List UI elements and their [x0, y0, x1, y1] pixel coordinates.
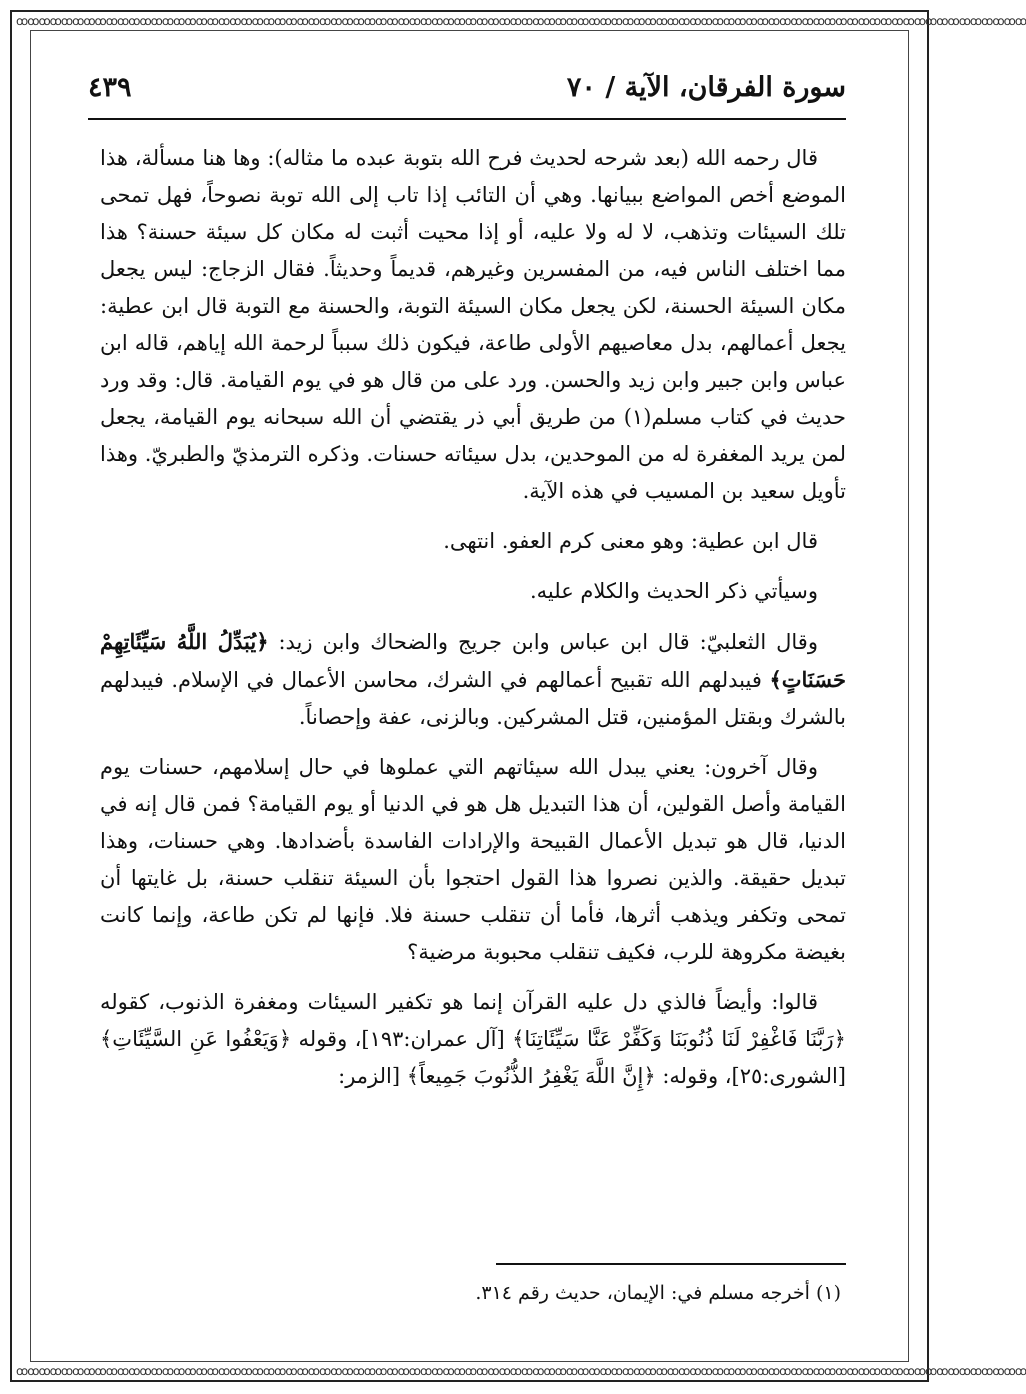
- border-ornament-top: ꝏꝏꝏꝏꝏꝏꝏꝏꝏꝏꝏꝏꝏꝏꝏꝏꝏꝏꝏꝏꝏꝏꝏꝏꝏꝏꝏꝏꝏꝏꝏꝏꝏꝏꝏꝏꝏꝏꝏꝏꝏꝏꝏꝏꝏꝏꝏꝏꝏꝏꝏꝏꝏꝏꝏꝏꝏꝏꝏꝏꝏꝏꝏꝏꝏꝏꝏꝏꝏꝏꝏꝏꝏꝏꝏꝏꝏꝏꝏꝏꝏꝏꝏꝏꝏꝏꝏꝏꝏꝏ: [16, 14, 1026, 28]
- quran-quote: ﴿إِنَّ اللَّهَ يَغْفِرُ الذُّنُوبَ جَمِيعاً﴾: [406, 1064, 656, 1088]
- paragraph: وقال آخرون: يعني يبدل الله سيئاتهم التي عملوها في حال إسلامهم، حسنات يوم القيامة وأصل القولين، أن هذا التبديل هل هو في الدنيا أو يوم القيامة؟ فمن قال إنه في الدنيا، قال هو تبديل الأعمال القبيحة والإرادات الفاسدة بأضدادها. وهي حسنات، وهذا تبديل حقيقة. والذين نصروا هذا القول احتجوا بأن السيئة تنقلب حسنة، بل غايتها أن تمحى وتكفر ويذهب أثرها، فأما أن تنقلب حسنة فلا. فإنها لم تكن طاعة، وإنما كانت بغيضة مكروهة للرب، فكيف تنقلب محبوبة مرضية؟: [100, 755, 846, 964]
- paragraph-text: فيبدلهم الله تقبيح أعمالهم في الشرك، محاسن الأعمال في الإسلام. فيبدلهم بالشرك وبقتل المؤمنين، قتل المشركين. وبالزنى، عفة وإحصاناً.: [100, 668, 846, 729]
- border-ornament-bottom: ꝏꝏꝏꝏꝏꝏꝏꝏꝏꝏꝏꝏꝏꝏꝏꝏꝏꝏꝏꝏꝏꝏꝏꝏꝏꝏꝏꝏꝏꝏꝏꝏꝏꝏꝏꝏꝏꝏꝏꝏꝏꝏꝏꝏꝏꝏꝏꝏꝏꝏꝏꝏꝏꝏꝏꝏꝏꝏꝏꝏꝏꝏꝏꝏꝏꝏꝏꝏꝏꝏꝏꝏꝏꝏꝏꝏꝏꝏꝏꝏꝏꝏꝏꝏꝏꝏꝏꝏꝏꝏ: [16, 1364, 1026, 1378]
- paragraph-text: وقال الثعلبيّ: قال ابن عباس وابن جريج والضحاك وابن زيد:: [278, 630, 818, 654]
- footnote: (١) أخرجه مسلم في: الإيمان، حديث رقم ٣١٤.: [475, 1282, 841, 1304]
- paragraph-thalabi: [100, 623, 846, 736]
- citation: [الشورى:٢٥]، وقوله:: [662, 1064, 846, 1088]
- footnote-divider: [496, 1263, 846, 1265]
- main-text: [100, 140, 846, 1095]
- paragraph: قال ابن عطية: وهو معنى كرم العفو. انتهى.: [443, 529, 818, 553]
- quran-quote: ﴿يُبَدِّلُ اللَّهُ سَيِّئَاتِهِمْ حَسَنَاتٍ﴾: [100, 629, 846, 692]
- paragraph: قال رحمه الله (بعد شرحه لحديث فرح الله بتوبة عبده ما مثاله): وها هنا مسألة، هذا الموضع أخص المواضع ببيانها. وهي أن التائب إذا تاب إلى الله توبة نصوحاً، فهل تمحى تلك السيئات وتذهب، لا له ولا عليه، أو إذا محيت أثبت له مكان كل سيئة حسنة؟ هذا مما اختلف الناس فيه، من المفسرين وغيرهم، قديماً وحديثاً. فقال الزجاج: ليس يجعل مكان السيئة الحسنة، لكن يجعل مكان السيئة التوبة، والحسنة مع التوبة قال ابن عطية: يجعل أعمالهم، بدل معاصيهم الأولى طاعة، فيكون ذلك سبباً لرحمة الله إياهم، قاله ابن عباس وابن جبير وابن زيد والحسن. ورد على من قال هو في يوم القيامة. قال: وقد ورد حديث في كتاب مسلم(١) من طريق أبي ذر يقتضي أن الله سبحانه يوم القيامة، يجعل لمن يريد المغفرة له من الموحدين، بدل سيئاته حسنات. وذكره الترمذيّ والطبريّ. وهذا تأويل سعيد بن المسيب في هذه الآية.: [100, 146, 846, 503]
- surah-title: سورة الفرقان، الآية / ٧٠: [566, 72, 846, 103]
- quran-quote: ﴿وَيَعْفُوا عَنِ السَّيِّئَاتِ﴾: [100, 1027, 292, 1051]
- page-number: ٤٣٩: [88, 72, 132, 103]
- paragraph: وسيأتي ذكر الحديث والكلام عليه.: [530, 579, 818, 603]
- paragraph-text: قالوا: وأيضاً فالذي دل عليه القرآن إنما هو تكفير السيئات ومغفرة الذنوب، كقوله: [100, 990, 818, 1014]
- paragraph-qalu: [100, 984, 846, 1095]
- quran-quote: ﴿رَبَّنَا فَاغْفِرْ لَنَا ذُنُوبَنَا وَكَفِّرْ عَنَّا سَيِّئَاتِنَا﴾: [512, 1027, 846, 1051]
- citation: [الزمر:: [338, 1064, 401, 1088]
- running-header: [88, 70, 846, 120]
- citation: [آل عمران:١٩٣]، وقوله: [298, 1027, 505, 1051]
